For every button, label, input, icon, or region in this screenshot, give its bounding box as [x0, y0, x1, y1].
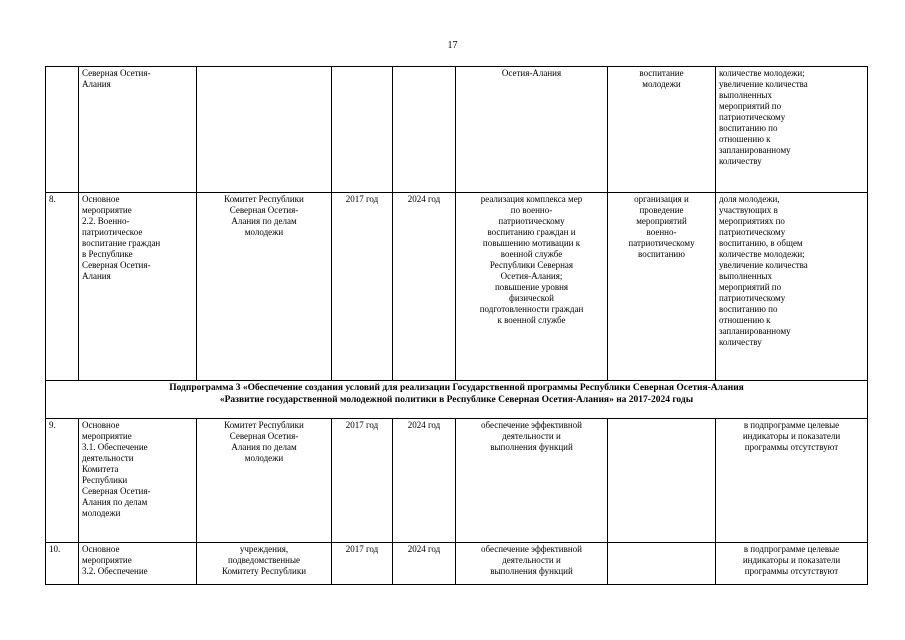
row-number-cell: 10.: [46, 543, 79, 585]
expected-result-cell: реализация комплекса мер по военно- патриотическому воспитанию граждан и повышению мотивации к военной службе Республики Северная Осетия-Алания; повышение уровня физической подготовленности граждан к военной службе: [456, 193, 608, 381]
indicator-cell: в подпрограмме целевые индикаторы и показатели программы отсутствуют: [716, 419, 868, 543]
row-number-cell: 8.: [46, 193, 79, 381]
end-year-cell: 2024 год: [393, 419, 456, 543]
activity-name-cell: Основное мероприятие 2.2. Военно- патриотическое воспитание граждан в Республике Северная Осетия- Алания: [79, 193, 197, 381]
indicator-cell: в подпрограмме целевые индикаторы и показатели программы отсутствуют: [716, 543, 868, 585]
indicator-cell: количестве молодежи; увеличение количества выполненных мероприятий по патриотическому воспитанию по отношению к запланированному количеству: [716, 67, 868, 193]
direction-cell: воспитание молодежи: [608, 67, 716, 193]
activity-name-cell: Основное мероприятие 3.1. Обеспечение деятельности Комитета Республики Северная Осетия- Алания по делам молодежи: [79, 419, 197, 543]
start-year-cell: [332, 67, 393, 193]
expected-result-cell: обеспечение эффективной деятельности и выполнения функций: [456, 419, 608, 543]
table-row: [46, 193, 868, 381]
start-year-cell: 2017 год: [332, 419, 393, 543]
table-row-continued: [46, 67, 868, 193]
expected-result-cell: Осетия-Алания: [456, 67, 608, 193]
activity-name-cell: Северная Осетия- Алания: [79, 67, 197, 193]
page-number: 17: [447, 40, 458, 51]
executor-cell: Комитет Республики Северная Осетия- Алания по делам молодежи: [197, 193, 332, 381]
executor-cell: [197, 67, 332, 193]
end-year-cell: 2024 год: [393, 543, 456, 585]
table-row: [46, 543, 868, 585]
activity-name-cell: Основное мероприятие 3.2. Обеспечение: [79, 543, 197, 585]
direction-cell: организация и проведение мероприятий военно- патриотическому воспитанию: [608, 193, 716, 381]
indicator-cell: доля молодежи, участвующих в мероприятиях по патриотическому воспитанию, в общем количестве молодежи; увеличение количества выполненных мероприятий по патриотическому воспитанию по отношению к запланированному количеству: [716, 193, 868, 381]
end-year-cell: 2024 год: [393, 193, 456, 381]
program-table: [45, 66, 868, 585]
executor-cell: Комитет Республики Северная Осетия- Алания по делам молодежи: [197, 419, 332, 543]
row-number-cell: 9.: [46, 419, 79, 543]
expected-result-cell: обеспечение эффективной деятельности и выполнения функций: [456, 543, 608, 585]
subprogram-title-line1: Подпрограмма 3 «Обеспечение создания условий для реализации Государственной программы Республики Северная Осетия-Алания: [169, 383, 744, 393]
table-row: [46, 419, 868, 543]
row-number-cell: [46, 67, 79, 193]
subprogram-title: [46, 381, 868, 419]
start-year-cell: 2017 год: [332, 543, 393, 585]
end-year-cell: [393, 67, 456, 193]
executor-cell: учреждения, подведомственные Комитету Республики: [197, 543, 332, 585]
direction-cell: [608, 543, 716, 585]
subprogram-title-line2: «Развитие государственной молодежной политики в Республике Северная Осетия-Алания» на 2017-2024 годы: [219, 395, 694, 405]
direction-cell: [608, 419, 716, 543]
start-year-cell: 2017 год: [332, 193, 393, 381]
subprogram-header-row: [46, 381, 868, 419]
